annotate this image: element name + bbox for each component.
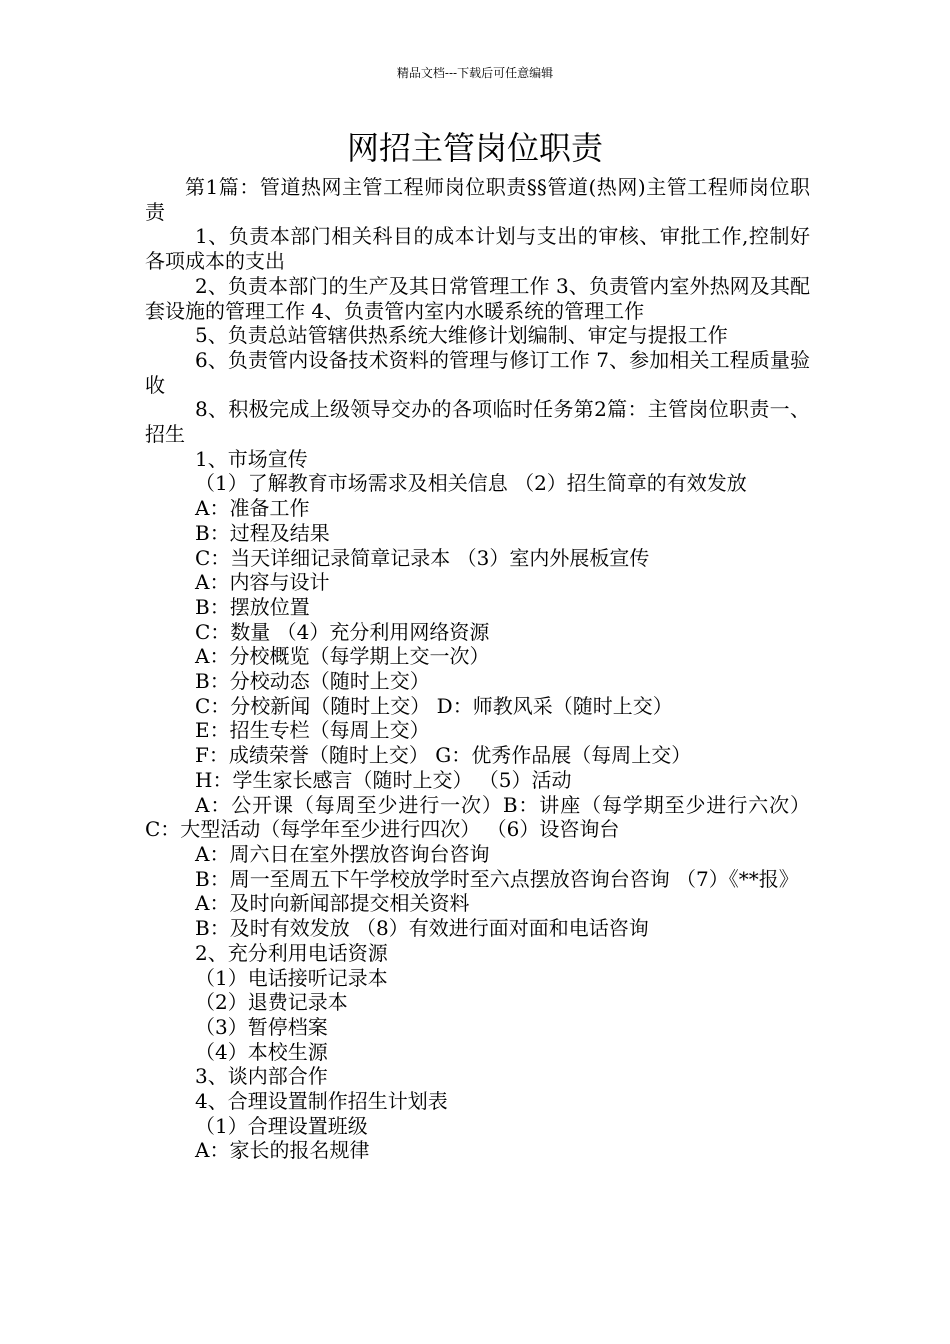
document-title: 网招主管岗位职责	[346, 129, 603, 167]
paragraph-18: E：招生专栏（每周上交）	[195, 718, 430, 743]
paragraph-32: 4、合理设置制作招生计划表	[195, 1089, 448, 1114]
paragraph-6: 8、积极完成上级领导交办的各项临时任务第2篇：主管岗位职责一、招生	[145, 397, 810, 447]
paragraph-28: （2）退费记录本	[195, 990, 348, 1015]
paragraph-16: B：分校动态（随时上交）	[195, 669, 430, 694]
paragraph-12: A：内容与设计	[195, 570, 330, 595]
header-note: 精品文档---下载后可任意编辑	[396, 66, 554, 80]
paragraph-23: B：周一至周五下午学校放学时至六点摆放咨询台咨询 （7）《**报》	[195, 866, 799, 891]
paragraph-17: C：分校新闻（随时上交） D：师教风采（随时上交）	[195, 693, 673, 718]
paragraph-8: （1）了解教育市场需求及相关信息 （2）招生简章的有效发放	[195, 471, 747, 496]
paragraph-34: A：家长的报名规律	[195, 1138, 370, 1163]
paragraph-5: 6、负责管内设备技术资料的管理与修订工作 7、参加相关工程质量验收	[145, 347, 810, 397]
paragraph-2: 1、负责本部门相关科目的成本计划与支出的审核、审批工作,控制好各项成本的支出	[145, 224, 810, 274]
paragraph-24: A：及时向新闻部提交相关资料	[195, 891, 470, 916]
paragraph-22: A：周六日在室外摆放咨询台咨询	[195, 841, 490, 866]
paragraph-27: （1）电话接听记录本	[195, 965, 388, 990]
paragraph-4: 5、负责总站管辖供热系统大维修计划编制、审定与提报工作	[195, 323, 728, 348]
paragraph-19: F：成绩荣誉（随时上交） G：优秀作品展（每周上交）	[195, 743, 692, 768]
paragraph-30: （4）本校生源	[195, 1039, 328, 1064]
paragraph-29: （3）暂停档案	[195, 1014, 328, 1039]
paragraph-26: 2、充分利用电话资源	[195, 940, 388, 965]
paragraph-9: A：准备工作	[195, 496, 310, 521]
paragraph-15: A：分校概览（每学期上交一次）	[195, 644, 490, 669]
paragraph-25: B：及时有效发放 （8）有效进行面对面和电话咨询	[195, 916, 649, 941]
paragraph-14: C：数量 （4）充分利用网络资源	[195, 619, 490, 644]
paragraph-13: B：摆放位置	[195, 594, 310, 619]
paragraph-31: 3、谈内部合作	[195, 1064, 328, 1089]
paragraph-1: 第1篇：管道热网主管工程师岗位职责§§管道(热网)主管工程师岗位职责	[145, 175, 810, 224]
paragraph-11: C：当天详细记录简章记录本 （3）室内外展板宣传	[195, 545, 650, 570]
document-body	[145, 175, 810, 1163]
paragraph-7: 1、市场宣传	[195, 446, 308, 471]
paragraph-33: （1）合理设置班级	[195, 1113, 368, 1138]
paragraph-3: 2、负责本部门的生产及其日常管理工作 3、负责管内室外热网及其配套设施的管理工作 4、负责管内室内水暖系统的管理工作	[145, 273, 810, 323]
paragraph-20: H：学生家长感言（随时上交） （5）活动	[195, 767, 572, 792]
paragraph-10: B：过程及结果	[195, 520, 330, 545]
paragraph-21: A：公开课（每周至少进行一次）B：讲座（每学期至少进行六次）C：大型活动（每学年至少进行四次） （6）设咨询台	[145, 792, 810, 842]
